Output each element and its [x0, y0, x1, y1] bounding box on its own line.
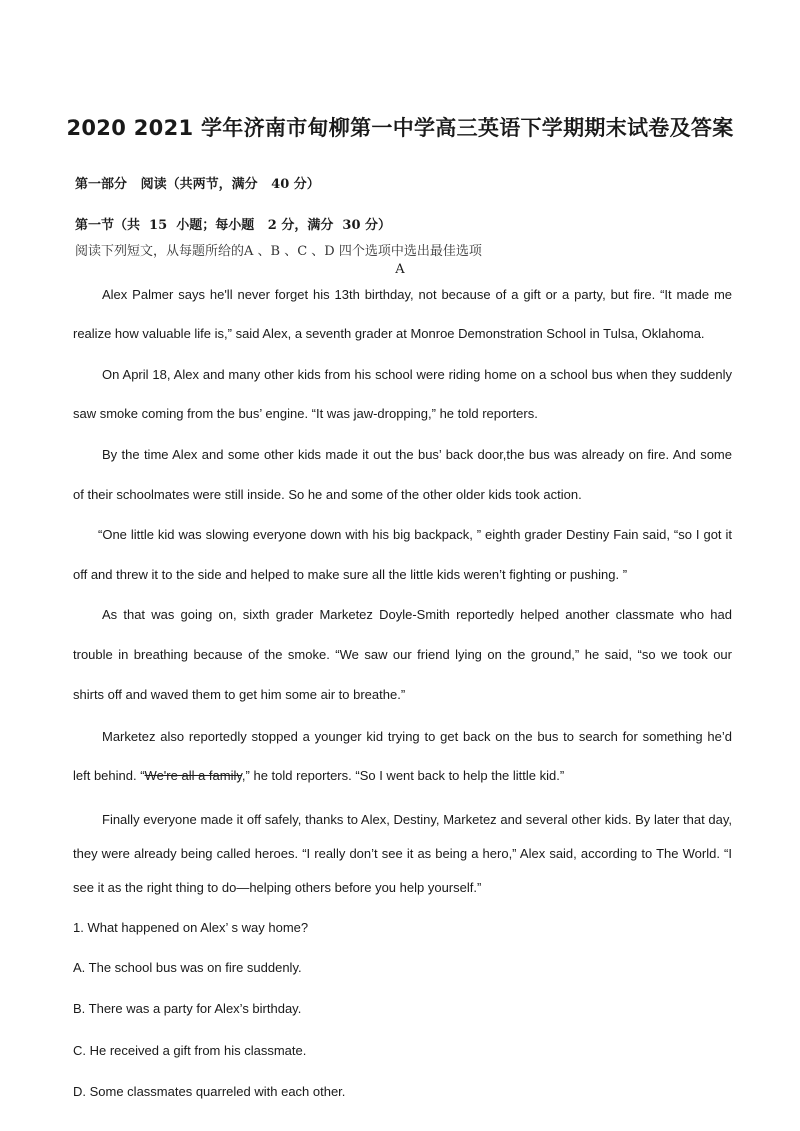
paragraph-line: realize how valuable life is,” said Alex, a seventh grader at Monroe Demonstration School in Tulsa, Oklahoma. [73, 326, 705, 341]
paragraph-line: Alex Palmer says he'll never forget his 13th birthday, not because of a gift or a party, but fire. “It made me [102, 287, 732, 302]
struck-text: We're all a family [144, 768, 242, 783]
option-b: B. There was a party for Alex’s birthday. [73, 1001, 302, 1016]
option-c: C. He received a gift from his classmate. [73, 1043, 307, 1058]
paragraph-line: saw smoke coming from the bus’ engine. “It was jaw-dropping,” he told reporters. [73, 406, 538, 421]
paragraph-line: trouble in breathing because of the smoke. “We saw our friend lying on the ground,” he said, “so we took our [73, 647, 732, 662]
paragraph-line: Finally everyone made it off safely, thanks to Alex, Destiny, Marketez and several other kids. By later that day, [102, 812, 732, 827]
question-stem: 1. What happened on Alex’ s way home? [73, 920, 309, 935]
paragraph-line: shirts off and waved them to get him some air to breathe.” [73, 687, 406, 702]
paragraph-line: On April 18, Alex and many other kids from his school were riding home on a school bus when they suddenly [102, 367, 732, 382]
paragraph-line: By the time Alex and some other kids made it out the bus’ back door,the bus was already on fire. And some [102, 447, 732, 462]
paragraph-line: of their schoolmates were still inside. So he and some of the other older kids took action. [73, 487, 582, 502]
section-heading: 第一节（共 15 小题；每小题 2 分，满分 30 分） [75, 218, 392, 233]
paragraph-line: see it as the right thing to do—helping others before you help yourself.” [73, 880, 482, 895]
page-title: 2020 2021 学年济南市甸柳第一中学高三英语下学期期末试卷及答案 [66, 116, 734, 140]
option-d: D. Some classmates quarreled with each other. [73, 1084, 346, 1099]
passage-label: A [395, 262, 405, 277]
paragraph-line: “One little kid was slowing everyone down with his big backpack, ” eighth grader Destiny Fain said, “so I got it [98, 527, 732, 542]
paragraph-line: Marketez also reportedly stopped a younger kid trying to get back on the bus to search for something he’d [102, 729, 732, 744]
line-text: ,” he told reporters. “So I went back to help the little kid.” [241, 768, 565, 783]
paragraph-line: As that was going on, sixth grader Marketez Doyle-Smith reportedly helped another classmate who had [102, 607, 732, 622]
line-text: left behind. “ [73, 768, 145, 783]
paragraph-line: off and threw it to the side and helped to make sure all the little kids weren’t fighting or pushing. ” [73, 567, 628, 582]
paragraph-line: they were already being called heroes. “I really don’t see it as being a hero,” Alex said, according to The World. “I [73, 846, 732, 861]
paragraph-line [73, 768, 732, 783]
option-a: A. The school bus was on fire suddenly. [73, 960, 302, 975]
instruction-text: 阅读下列短文，从每题所给的A 、B 、C 、D 四个选项中选出最佳选项 [75, 244, 482, 259]
part-heading: 第一部分 阅读（共两节，满分 40 分） [75, 177, 320, 192]
